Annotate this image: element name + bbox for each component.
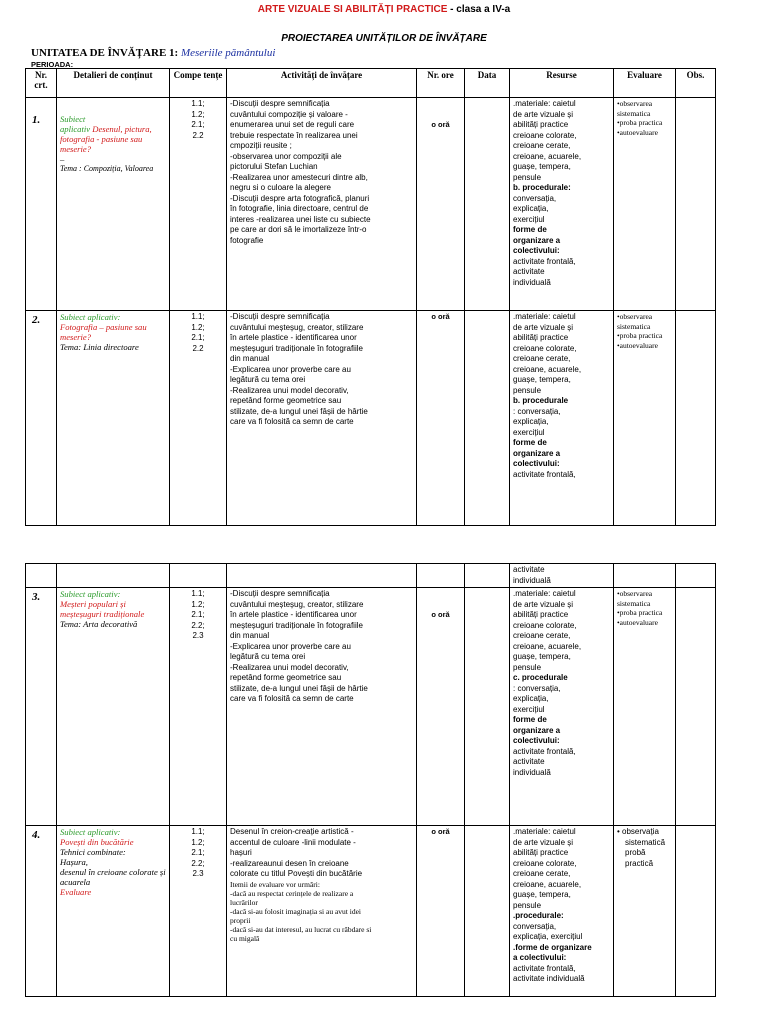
learning-activities: -Discuții despre semnificația cuvântului meșteșug, creator, stilizare în artele plastice - identificarea unor meșteșuguri tradiționale în fotografiile din manual -Explicarea unor proverbe care au legătură cu tema orei -Realizarea unui model decorativ, repetând forme geometrice sau stilizate, de-a lungul unei fâșii de hârtie care va fi folosită ca semn de carte (227, 311, 417, 526)
content-detail: Subiect aplicativ: Fotografia – pasiune sau meserie? Tema: Linia directoare (57, 311, 170, 526)
resources: .materiale: caietul de arte vizuale și abilități practice creioane colorate, creioane cerate, creioane, acuarele, guașe, tempera, pensule b. procedurale: conversația, explicația, exercițiul forme de organizare a colectivului: activitate frontală, activitate individuală (510, 98, 614, 311)
learning-activities: Desenul în creion-creație artistică - accentul de culoare -linii modulate - hașuri -realizareaunui desen în creioane colorate cu titlul Povești din bucătărie Itemii de evaluare vor urmări: -dacă au respectat cerințele de realizare a lucrărilor -dacă si-au folosit imaginația si au avut idei proprii -dacă si-au dat interesul, au lucrat cu răbdare si cu migală (227, 826, 417, 997)
observations-cell (676, 826, 716, 997)
learning-activities: -Discuții despre semnificația cuvântului compoziție și valoare - enumerarea unui set de reguli care trebuie respectate în realizarea unei cmpoziții reusite ; -observarea unor compoziții ale pictorului Stefan Luchian -Realizarea unor amestecuri dintre alb, negru si o culoare la alegere -Discuții despre arta fotografică, planuri în fotografie, linia directoare, centrul de interes -realizarea unei liste cu subiecte pe care ar dori să le imortalizeze într-o fotografie (227, 98, 417, 311)
evaluation: •observarea sistematica •proba practica •autoevaluare (614, 98, 676, 311)
evaluation: •observarea sistematica •proba practica •autoevaluare (614, 311, 676, 526)
table-row (26, 588, 716, 826)
document-title: ARTE VIZUALE SI ABILITĂȚI PRACTICE - clasa a IV-a (257, 4, 511, 15)
evaluation: • observația sistematică probă practică (614, 826, 676, 997)
resources: activitate individuală (510, 564, 614, 588)
observations-cell (676, 588, 716, 826)
table-row (26, 826, 716, 997)
competences: 1.1; 1.2; 2.1; 2.2 (170, 311, 227, 526)
period-label: PERIOADA: (31, 60, 74, 69)
table-row-continuation (26, 564, 716, 588)
resources: .materiale: caietul de arte vizuale și abilități practice creioane colorate, creioane cerate, creioane, acuarele, guașe, tempera, pensule c. procedurale : conversația, explicația, exercițiul forme de organizare a colectivului: activitate frontală, activitate individuală (510, 588, 614, 826)
date-cell (465, 588, 510, 826)
competences: 1.1; 1.2; 2.1; 2.2; 2.3 (170, 588, 227, 826)
row-number: 3. (26, 588, 57, 826)
unit-heading: UNITATEA DE ÎNVĂȚARE 1: Meseriile pământului (31, 47, 276, 59)
document-subtitle: PROIECTAREA UNITĂȚILOR DE ÎNVĂȚARE (281, 33, 487, 44)
hours: o oră (417, 98, 465, 311)
row-number: 1. (26, 98, 57, 311)
hours: o oră (417, 826, 465, 997)
col-header-nr: Nr. crt. (26, 69, 57, 98)
row-number: 2. (26, 311, 57, 526)
hours: o oră (417, 311, 465, 526)
row-number: 4. (26, 826, 57, 997)
col-header-evaluare: Evaluare (614, 69, 676, 98)
table-row (26, 311, 716, 526)
date-cell (465, 98, 510, 311)
planning-table-2 (25, 563, 716, 997)
content-detail: Subiect aplicativ: Meșteri populari și meșteșuguri tradiționale Tema: Arta decorativă (57, 588, 170, 826)
resources: .materiale: caietul de arte vizuale și abilități practice creioane colorate, creioane cerate, creioane, acuarele, guașe, tempera, pensule .procedurale: conversația, explicația, exercițiul .forme de organizare a colectivului: activitate frontală, activitate individuală (510, 826, 614, 997)
competences: 1.1; 1.2; 2.1; 2.2 (170, 98, 227, 311)
col-header-ore: Nr. ore (417, 69, 465, 98)
resources: .materiale: caietul de arte vizuale și abilități practice creioane colorate, creioane cerate, creioane, acuarele, guașe, tempera, pensule b. procedurale : conversația, explicația, exercițiul forme de organizare a colectivului: activitate frontală, (510, 311, 614, 526)
col-header-data: Data (465, 69, 510, 98)
col-header-activitati: Activități de învățare (227, 69, 417, 98)
table-row (26, 98, 716, 311)
content-detail: Subiect aplicativ Desenul, pictura, fotografia - pasiune sau meserie? – Tema : Compoziția, Valoarea (57, 98, 170, 311)
date-cell (465, 311, 510, 526)
observations-cell (676, 98, 716, 311)
content-detail: Subiect aplicativ: Povești din bucătărie Tehnici combinate: Hașura, desenul în creioane colorate și acuarela Evaluare (57, 826, 170, 997)
col-header-detalieri: Detalieri de conținut (57, 69, 170, 98)
date-cell (465, 826, 510, 997)
hours: o oră (417, 588, 465, 826)
col-header-competente: Compe tențe (170, 69, 227, 98)
col-header-obs: Obs. (676, 69, 716, 98)
evaluation: •observarea sistematica •proba practica •autoevaluare (614, 588, 676, 826)
learning-activities: -Discuții despre semnificația cuvântului meșteșug, creator, stilizare în artele plastice - identificarea unor meșteșuguri tradiționale în fotografiile din manual -Explicarea unor proverbe care au legătură cu tema orei -Realizarea unui model decorativ, repetând forme geometrice sau stilizate, de-a lungul unei fâșii de hârtie care va fi folosită ca semn de carte (227, 588, 417, 826)
competences: 1.1; 1.2; 2.1; 2.2; 2.3 (170, 826, 227, 997)
table-header-row (26, 69, 716, 98)
planning-table-1 (25, 68, 716, 526)
col-header-resurse: Resurse (510, 69, 614, 98)
observations-cell (676, 311, 716, 526)
